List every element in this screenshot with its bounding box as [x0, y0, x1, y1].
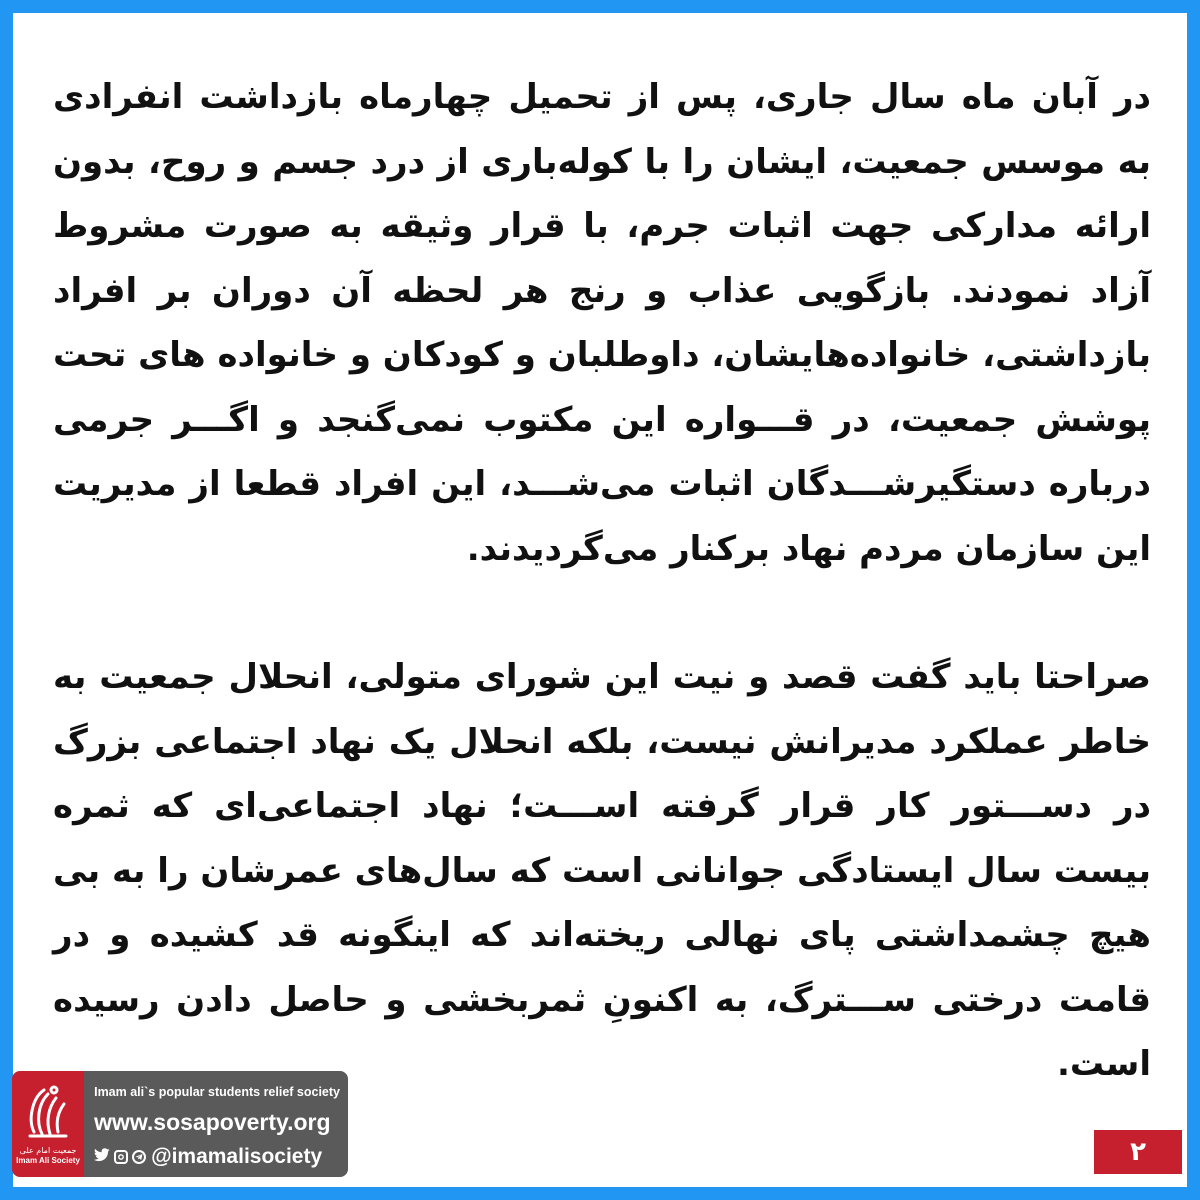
social-row [94, 1145, 340, 1169]
paragraph-1: در آبان ماه سال جاری، پس از تحمیل چهارماه بازداشت انفرادی به موسس جمعیت، ایشان را با کوله‌باری از درد جسم و روح، بدون ارائه مدارکی جهت اثبات جرم، با قرار وثیقه به صورت مشروط آزاد نمودند. بازگویی عذاب و رنج هر لحظه آن دوران بر افراد بازداشتی، خانواده‌هایشان، داوطلبان و کودکان و خانواده های تحت پوشش جمعیت، در قـــواره این مکتوب نمی‌گنجد و اگـــر جرمی درباره دستگیرشـــدگان اثبات می‌شـــد، این افراد قطعا از مدیریت این سازمان مردم نهاد برکنار می‌گردیدند. [53, 77, 1151, 569]
page-number-badge: ۲ [1094, 1130, 1182, 1174]
page-card [13, 13, 1187, 1187]
society-logo [12, 1071, 84, 1177]
website-link[interactable]: www.sosapoverty.org [94, 1109, 331, 1135]
paragraph-2: صراحتا باید گفت قصد و نیت این شورای متولی، انحلال جمعیت به خاطر عملکرد مدیرانش نیست، بلکه انحلال یک نهاد اجتماعی بزرگ در دســـتور کار قرار گرفته اســـت؛ نهاد اجتماعی‌ای که ثمره بیست سال ایستادگی جوانانی است که سال‌های عمرشان را به بی هیچ چشمداشتی پای نهالی ریخته‌اند که اینگونه قد کشیده و در قامت درختی ســـترگ، به اکنونِ ثمربخشی و حاصل دادن رسیده است. [53, 657, 1151, 1084]
branding-panel [12, 1071, 348, 1177]
logo-text-en: Imam Ali Society [16, 1156, 80, 1165]
imam-ali-society-logo-icon [24, 1082, 72, 1144]
logo-text-fa: جمعیت امام علی [19, 1146, 77, 1155]
contact-info [84, 1071, 348, 1177]
instagram-icon[interactable] [114, 1150, 128, 1164]
telegram-icon[interactable] [132, 1150, 146, 1164]
social-handle[interactable]: @imamalisociety [151, 1145, 323, 1168]
social-icons [94, 1148, 146, 1167]
society-name: Imam ali`s popular students relief society [94, 1085, 340, 1099]
twitter-icon[interactable] [94, 1148, 110, 1167]
article-body [53, 65, 1151, 1097]
